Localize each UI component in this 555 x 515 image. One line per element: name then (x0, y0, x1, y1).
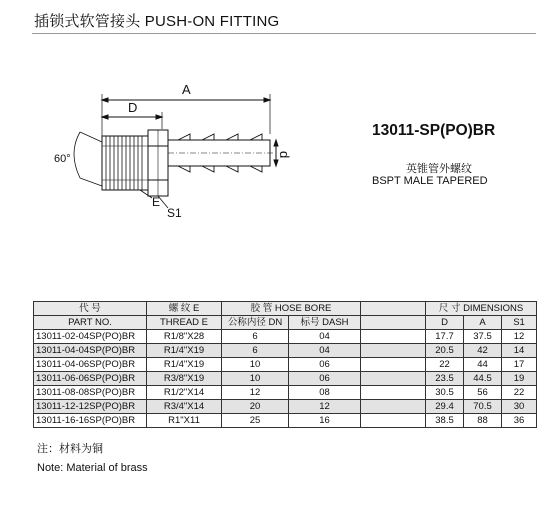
header-d: D (426, 316, 464, 330)
cell-d: 38.5 (426, 414, 464, 428)
cell-dash: 08 (289, 386, 361, 400)
table-row (34, 400, 537, 414)
table-row (34, 386, 537, 400)
header-thread-en: THREAD E (147, 316, 222, 330)
cell-dn: 10 (222, 358, 289, 372)
note (37, 440, 148, 478)
cell-d: 20.5 (426, 344, 464, 358)
cell-dn: 20 (222, 400, 289, 414)
cell-a: 44.5 (464, 372, 502, 386)
cell-part: 13011-04-04SP(PO)BR (34, 344, 147, 358)
cell-a: 42 (464, 344, 502, 358)
product-desc-cn: 英锥管外螺纹 (406, 163, 472, 175)
header-thread-cn: 螺 纹 E (147, 302, 222, 316)
table-row (34, 344, 537, 358)
cell-part: 13011-02-04SP(PO)BR (34, 330, 147, 344)
cell-d: 29.4 (426, 400, 464, 414)
cell-thread: R3/4"X14 (147, 400, 222, 414)
cell-dash: 06 (289, 358, 361, 372)
cell-blank (361, 344, 426, 358)
cell-d: 23.5 (426, 372, 464, 386)
cell-dn: 6 (222, 344, 289, 358)
table-row (34, 358, 537, 372)
cell-thread: R1/8"X28 (147, 330, 222, 344)
cell-s1: 22 (502, 386, 537, 400)
product-desc-en: BSPT MALE TAPERED (372, 175, 488, 187)
note-cn: 注：材料为铜 (37, 443, 103, 455)
cell-dn: 6 (222, 330, 289, 344)
cell-a: 88 (464, 414, 502, 428)
cell-blank (361, 358, 426, 372)
cell-d: 30.5 (426, 386, 464, 400)
angle-arc (74, 132, 80, 178)
fitting-drawing (40, 74, 290, 234)
angle-label: 60° (54, 153, 71, 165)
header-blank-2 (361, 316, 426, 330)
cell-dash: 04 (289, 330, 361, 344)
page-title: 插锁式软管接头 PUSH-ON FITTING (34, 13, 280, 30)
cell-s1: 17 (502, 358, 537, 372)
note-en: Note: Material of brass (37, 462, 148, 474)
cell-part: 13011-12-12SP(PO)BR (34, 400, 147, 414)
cell-dn: 12 (222, 386, 289, 400)
cell-dash: 12 (289, 400, 361, 414)
header-a: A (464, 316, 502, 330)
cell-part: 13011-16-16SP(PO)BR (34, 414, 147, 428)
product-code: 13011-SP(PO)BR (372, 122, 496, 139)
cell-dn: 10 (222, 372, 289, 386)
cell-blank (361, 414, 426, 428)
cell-thread: R1"X11 (147, 414, 222, 428)
header-dn: 公称内径 DN (222, 316, 289, 330)
title-divider (32, 33, 536, 34)
header-dimensions: 尺 寸 DIMENSIONS (426, 302, 537, 316)
cell-dash: 04 (289, 344, 361, 358)
cell-part: 13011-08-08SP(PO)BR (34, 386, 147, 400)
cell-thread: R1/4"X19 (147, 358, 222, 372)
dim-d-label: D (128, 100, 138, 115)
cell-blank (361, 386, 426, 400)
header-part-en: PART NO. (34, 316, 147, 330)
table-row (34, 372, 537, 386)
table-row (34, 414, 537, 428)
cell-s1: 36 (502, 414, 537, 428)
dim-d-small-label: d (277, 151, 292, 159)
cell-s1: 12 (502, 330, 537, 344)
cell-a: 44 (464, 358, 502, 372)
cell-thread: R1/2"X14 (147, 386, 222, 400)
cell-blank (361, 400, 426, 414)
cell-dn: 25 (222, 414, 289, 428)
cell-s1: 19 (502, 372, 537, 386)
header-blank (361, 302, 426, 316)
header-s1: S1 (502, 316, 537, 330)
cell-s1: 30 (502, 400, 537, 414)
cell-dash: 06 (289, 372, 361, 386)
cell-s1: 14 (502, 344, 537, 358)
table-row (34, 330, 537, 344)
cell-d: 17.7 (426, 330, 464, 344)
header-part-cn: 代 号 (34, 302, 147, 316)
cell-a: 56 (464, 386, 502, 400)
thread-body (102, 136, 148, 190)
cell-d: 22 (426, 358, 464, 372)
cell-dash: 16 (289, 414, 361, 428)
label-e: E (152, 195, 161, 209)
dim-a-label: A (182, 82, 191, 97)
cell-blank (361, 330, 426, 344)
label-s1: S1 (167, 206, 182, 220)
cell-part: 13011-04-06SP(PO)BR (34, 358, 147, 372)
cell-thread: R3/8"X19 (147, 372, 222, 386)
header-dash: 标号 DASH (289, 316, 361, 330)
cell-thread: R1/4"X19 (147, 344, 222, 358)
cell-a: 37.5 (464, 330, 502, 344)
cell-blank (361, 372, 426, 386)
cell-a: 70.5 (464, 400, 502, 414)
cell-part: 13011-06-06SP(PO)BR (34, 372, 147, 386)
header-hose-bore: 胶 管 HOSE BORE (222, 302, 361, 316)
spec-table-header (34, 302, 537, 330)
spec-table (33, 301, 537, 428)
